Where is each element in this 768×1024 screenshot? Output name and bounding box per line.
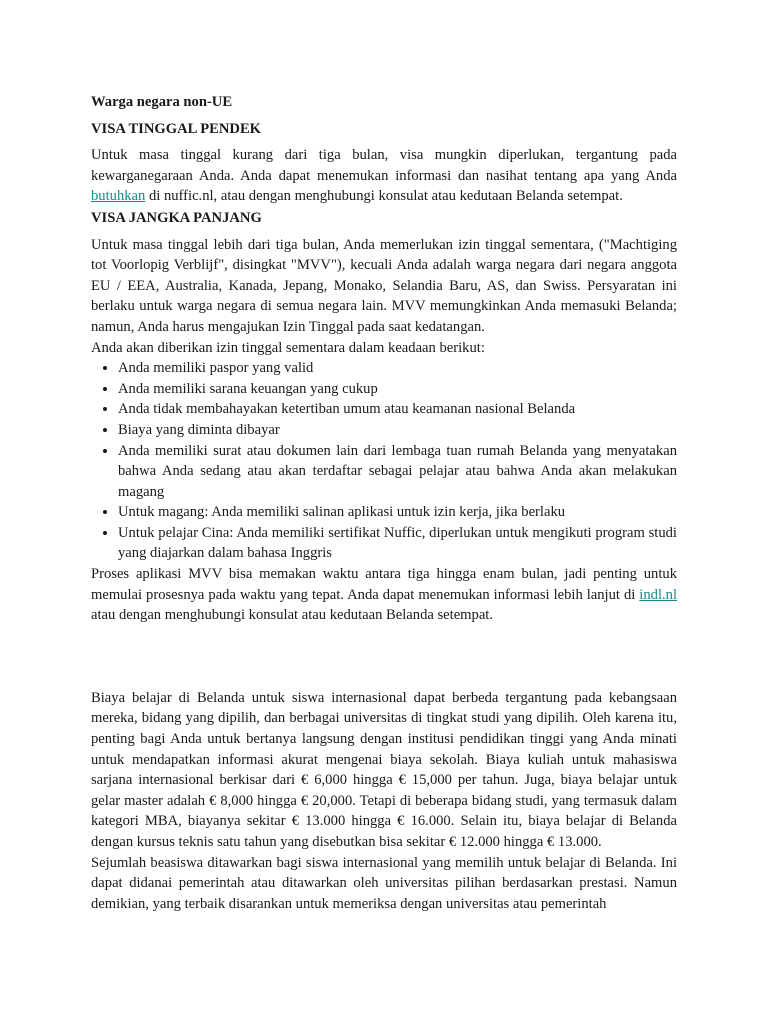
list-item: • Anda tidak membahayakan ketertiban umum atau keamanan nasional Belanda: [118, 399, 677, 420]
process-text-after: atau dengan menghubungi konsulat atau kedutaan Belanda setempat.: [91, 607, 494, 624]
list-item: • Anda memiliki surat atau dokumen lain dari lembaga tuan rumah Belanda yang menyatakan bahwa Anda sedang atau akan terdaftar sebagai pelajar atau bahwa Anda akan melakukan magang: [118, 441, 677, 503]
long-visa-heading: VISA JANGKA PANJANG: [91, 209, 262, 226]
section-title-non-eu: Warga negara non-UE: [91, 94, 233, 110]
butuhkan-link[interactable]: butuhkan: [91, 188, 146, 205]
list-item: • Untuk pelajar Cina: Anda memiliki sertifikat Nuffic, diperlukan untuk mengikuti program studi yang diajarkan dalam bahasa Inggris: [118, 523, 677, 564]
short-visa-text-before: Untuk masa tinggal kurang dari tiga bulan, visa mungkin diperlukan, tergantung pada kewarganegaraan Anda. Anda dapat menemukan informasi dan nasihat tentang apa yang Anda: [91, 147, 677, 184]
indl-link[interactable]: indl.nl: [639, 586, 677, 603]
process-text-before: Proses aplikasi MVV bisa memakan waktu antara tiga hingga enam bulan, jadi penting untuk memulai prosesnya pada waktu yang tepat. Anda dapat menemukan informasi lebih lanjut di: [91, 566, 677, 603]
list-item: • Untuk magang: Anda memiliki salinan aplikasi untuk izin kerja, jika berlaku: [118, 502, 677, 523]
section-gap: [91, 626, 677, 688]
list-item: • Anda memiliki paspor yang valid: [118, 358, 677, 379]
conditions-list: [91, 358, 677, 564]
short-visa-text-after: di nuffic.nl, atau dengan menghubungi konsulat atau kedutaan Belanda setempat.: [145, 188, 623, 205]
long-visa-intro: Untuk masa tinggal lebih dari tiga bulan, Anda memerlukan izin tinggal sementara, ("Machtiging tot Voorlopig Verblijf", disingkat "MVV"), kecuali Anda adalah warga negara dari negara anggota EU / EEA, Australia, Kanada, Jepang, Monako, Selandia Baru, AS, dan Swiss. Persyaratan ini berlaku untuk warga negara di semua negara lain. MVV memungkinkan Anda memasuki Belanda; namun, Anda harus mengajukan Izin Tinggal pada saat kedatangan.: [91, 236, 677, 335]
list-item: • Biaya yang diminta dibayar: [118, 420, 677, 441]
conditions-lead: Anda akan diberikan izin tinggal sementara dalam keadaan berikut:: [91, 339, 485, 356]
study-costs-paragraph: Biaya belajar di Belanda untuk siswa internasional dapat berbeda tergantung pada kebangsaan mereka, bidang yang dipilih, dan berbagai universitas di tingkat studi yang dipilih. Oleh karena itu, penting bagi Anda untuk bertanya langsung dengan institusi pendidikan tinggi yang Anda minati untuk mendapatkan informasi akurat mengenai biaya sekolah. Biaya kuliah untuk mahasiswa sarjana internasional berkisar dari € 6,000 hingga € 15,000 per tahun. Juga, biaya belajar untuk gelar master adalah € 8,000 hingga € 20,000. Tetapi di beberapa bidang studi, yang termasuk dalam kategori MBA, biayanya sekitar € 13.000 hingga € 16.000. Selain itu, biaya belajar di Belanda dengan kursus teknis satu tahun yang disebutkan bisa sekitar € 12.000 hingga € 13.000.: [91, 689, 677, 850]
list-item: • Anda memiliki sarana keuangan yang cukup: [118, 379, 677, 400]
document-page: [91, 92, 677, 914]
short-visa-paragraph: [91, 145, 677, 207]
mvv-process-paragraph: [91, 564, 677, 626]
scholarship-paragraph: Sejumlah beasiswa ditawarkan bagi siswa internasional yang memilih untuk belajar di Belanda. Ini dapat didanai pemerintah atau ditawarkan oleh universitas pilihan berdasarkan prestasi. Namun demikian, yang terbaik disarankan untuk memeriksa dengan universitas atau pemerintah: [91, 854, 677, 912]
short-visa-heading: VISA TINGGAL PENDEK: [91, 120, 262, 137]
